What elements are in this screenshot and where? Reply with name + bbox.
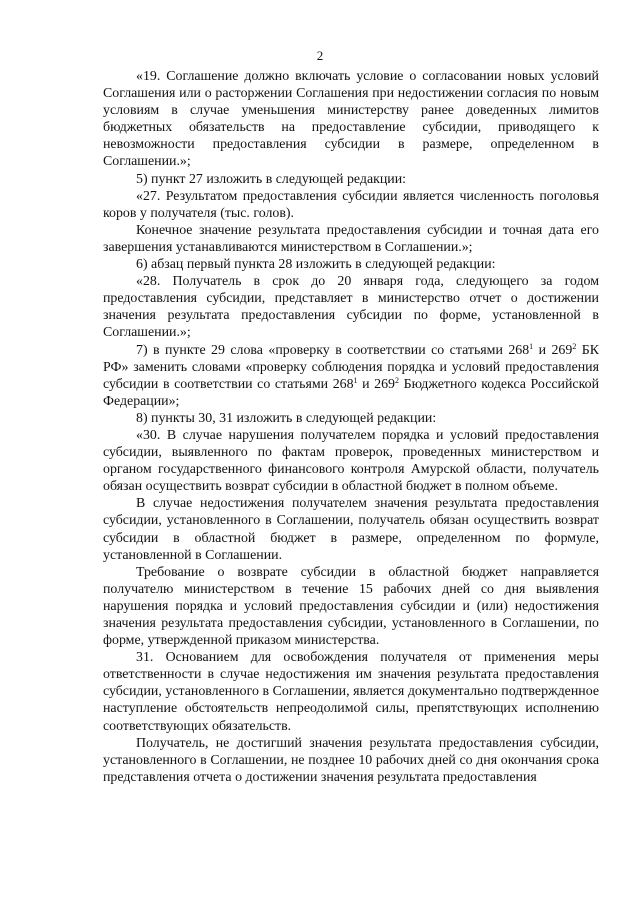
paragraph-27: «27. Результатом предоставления субсидии является численность поголовья коров у получателя (тыс. голов). (103, 188, 599, 221)
paragraph-item-6: 6) абзац первый пункта 28 изложить в следующей редакции: (136, 257, 496, 273)
paragraph-19: «19. Соглашение должно включать условие о согласовании новых условий Соглашения или о расторжении Соглашения при недостижении согласия по новым условиям в случае уменьшения министерству ранее доведенных лимитов бюджетных обязательств на предоставление субсидии, приводящего к невозможности предоставления субсидии в размере, определенном в Соглашении.»; (103, 69, 599, 170)
paragraph-30-shortfall: В случае недостижения получателем значения результата предоставления субсидии, установленного в Соглашении, получатель обязан осуществить возврат субсидии в областной бюджет в размере, определенном по формуле, установленной в Соглашении. (103, 496, 599, 563)
paragraph-item-8: 8) пункты 30, 31 изложить в следующей редакции: (136, 410, 437, 426)
paragraph-30-demand: Требование о возврате субсидии в областной бюджет направляется получателю министерством в течение 15 рабочих дней со дня выявления нарушения порядка и условий предоставления субсидии и (или) недостижения значения результата предоставления субсидии, установленного в Соглашении, по форме, утвержденной приказом министерства. (103, 564, 599, 649)
paragraph-30: «30. В случае нарушения получателем порядка и условий предоставления субсидии, выявленного по фактам проверок, проведенных министерством и органом государственного финансового контроля Амурской области, получатель обязан осуществить возврат субсидии в областной бюджет в полном объеме. (103, 427, 599, 495)
page-number: 2 (316, 48, 324, 63)
document-body (103, 68, 599, 786)
paragraph-28: «28. Получатель в срок до 20 января года, следующего за годом предоставления субсидии, представляет в министерство отчет о достижении значения результата предоставления субсидии по форме, установленной в Соглашении.»; (103, 274, 599, 341)
paragraph-31: 31. Основанием для освобождения получателя от применения меры ответственности в случае недостижения им значения результата предоставления субсидии, установленного в Соглашении, является документально подтвержденное наступление обстоятельств непреодолимой силы, препятствующих исполнению соответствующих обязательств. (103, 650, 599, 734)
paragraph-item-5: 5) пункт 27 изложить в следующей редакции: (136, 171, 407, 187)
paragraph-31-recipient: Получатель, не достигший значения результата предоставления субсидии, установленного в Соглашении, не позднее 10 рабочих дней со дня окончания срока представления отчета о достижении значения результата предоставления (103, 735, 599, 785)
paragraph-27-final-value: Конечное значение результата предоставления субсидии и точная дата его завершения устанавливаются министерством в Соглашении.»; (103, 222, 599, 255)
paragraph-item-7: 7) в пункте 29 слова «проверку в соответствии со статьями $268^1$ и $269^2$ БК РФ» заменить словами «проверку соблюдения порядка и условий предоставления субсидии в соответствии со статьями $268^1$ и $269^2$ Бюджетного кодекса Российской Федерации»; (103, 341, 600, 409)
